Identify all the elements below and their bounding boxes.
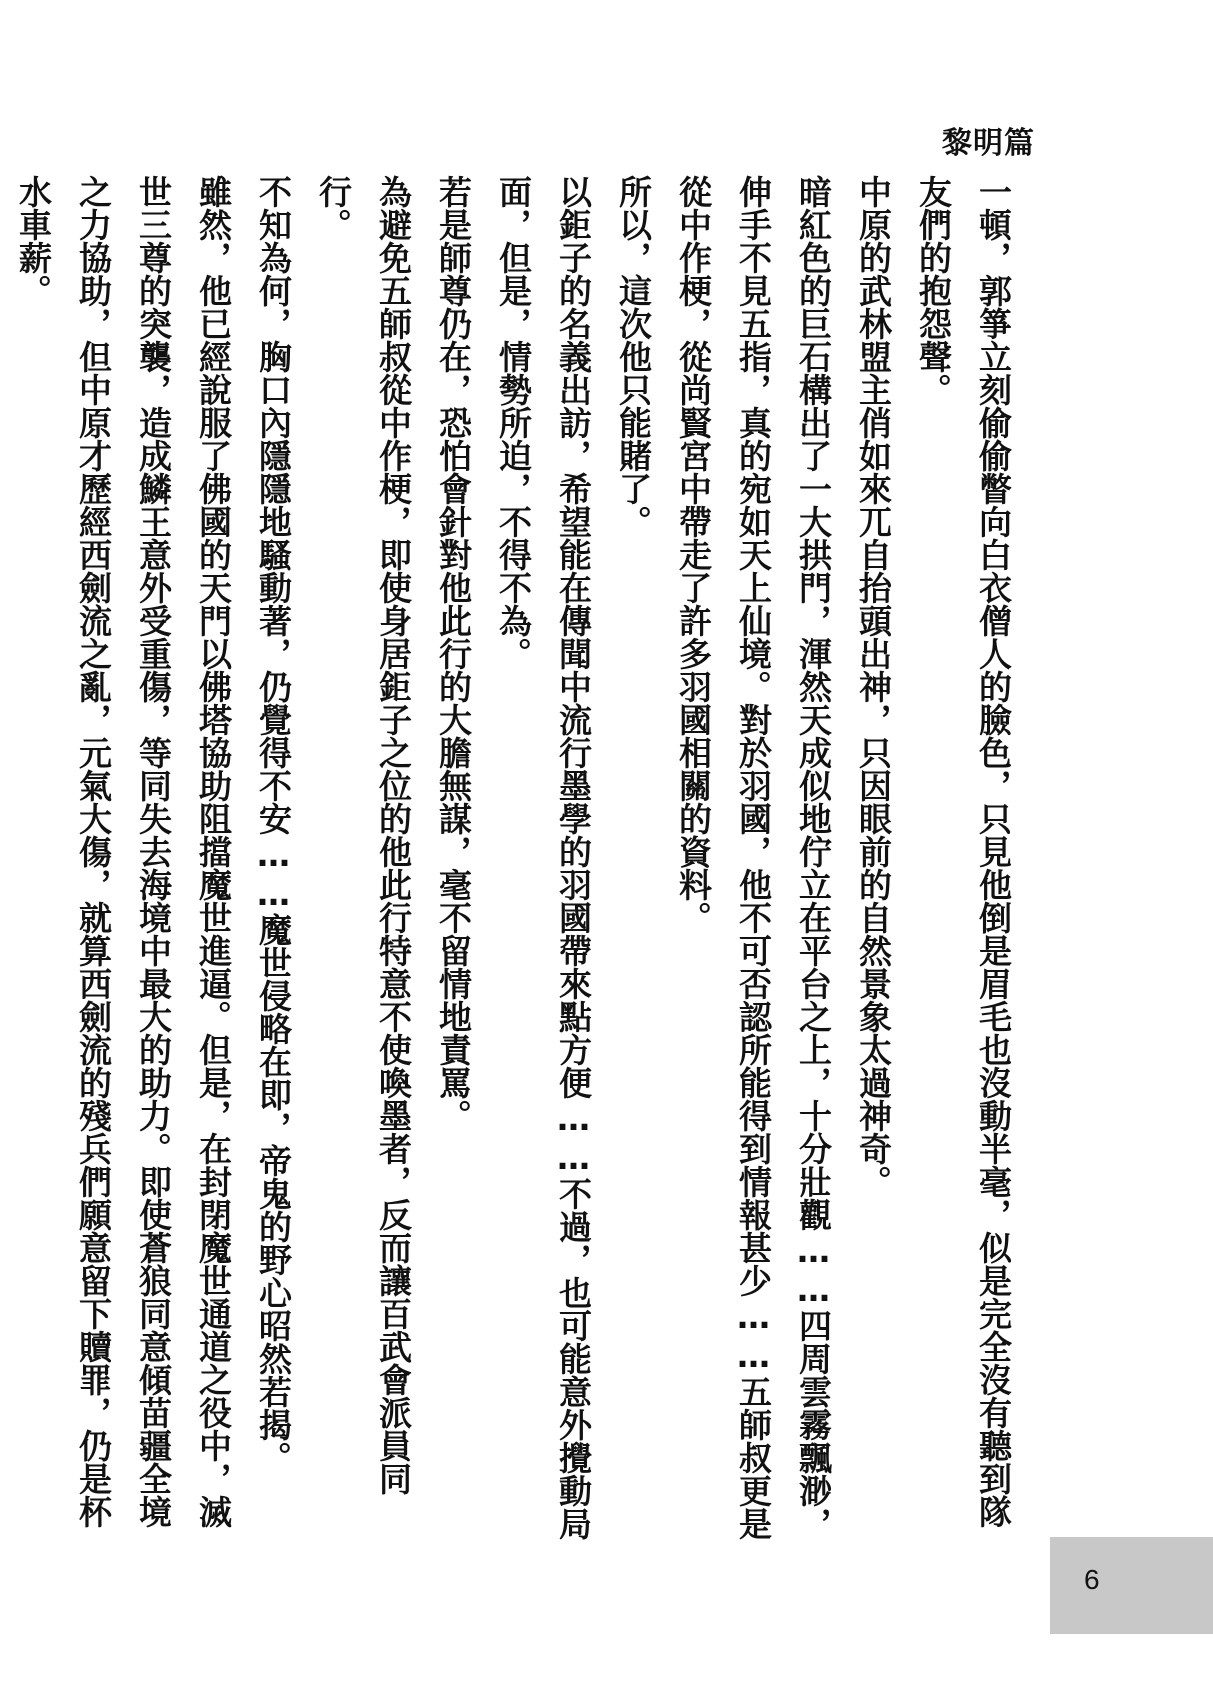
paragraph: 暗紅色的巨石構出了一大拱門，渾然天成似地佇立在平台之上，十分壯觀……四周雲霧飄渺，伸手不見五指，真的宛如天上仙境。對於羽國，他不可否認所能得到情報甚少……五師叔更是從中作梗，從尚賢宮中帶走了許多羽國相關的資料。 [674,175,833,1540]
paragraph: 若是師尊仍在，恐怕會針對他此行的大膽無謀，毫不留情地責罵。 [434,175,473,1132]
paragraph: 一頓，郭箏立刻偷偷瞥向白衣僧人的臉色，只見他倒是眉毛也沒動半毫，似是完全沒有聽到隊友們的抱怨聲。 [914,175,1013,1528]
paragraph: 所以，這次他只能賭了。 [614,175,653,538]
paragraph [0,175,3,1555]
paragraph: 以鉅子的名義出訪，希望能在傳聞中流行墨學的羽國帶來點方便……不過，也可能意外攪動局面，但是，情勢所迫，不得不為。 [494,175,593,1540]
chapter-title: 黎明篇 [942,126,1035,161]
paragraph: 不知為何，胸口內隱隱地騷動著，仍覺得不安……魔世侵略在即，帝鬼的野心昭然若揭。 [254,175,293,1474]
paragraph: 雖然，他已經說服了佛國的天門以佛塔協助阻擋魔世進逼。但是，在封閉魔世通道之役中，滅世三尊的突襲，造成鱗王意外受重傷，等同失去海境中最大的助力。即使蒼狼同意傾苗疆全境之力協助，但中原才歷經西劍流之亂，元氣大傷，就算西劍流的殘兵們願意留下贖罪，仍是杯水車薪。 [14,175,233,1528]
paragraph: 為避免五師叔從中作梗，即使身居鉅子之位的他此行特意不使喚墨者，反而讓百武會派員同行。 [314,175,413,1495]
paragraph: 中原的武林盟主俏如來兀自抬頭出神，只因眼前的自然景象太過神奇。 [854,175,893,1198]
page-number: 6 [1084,1564,1100,1595]
body-text [0,175,1023,1555]
page-number-box [1050,1537,1213,1634]
